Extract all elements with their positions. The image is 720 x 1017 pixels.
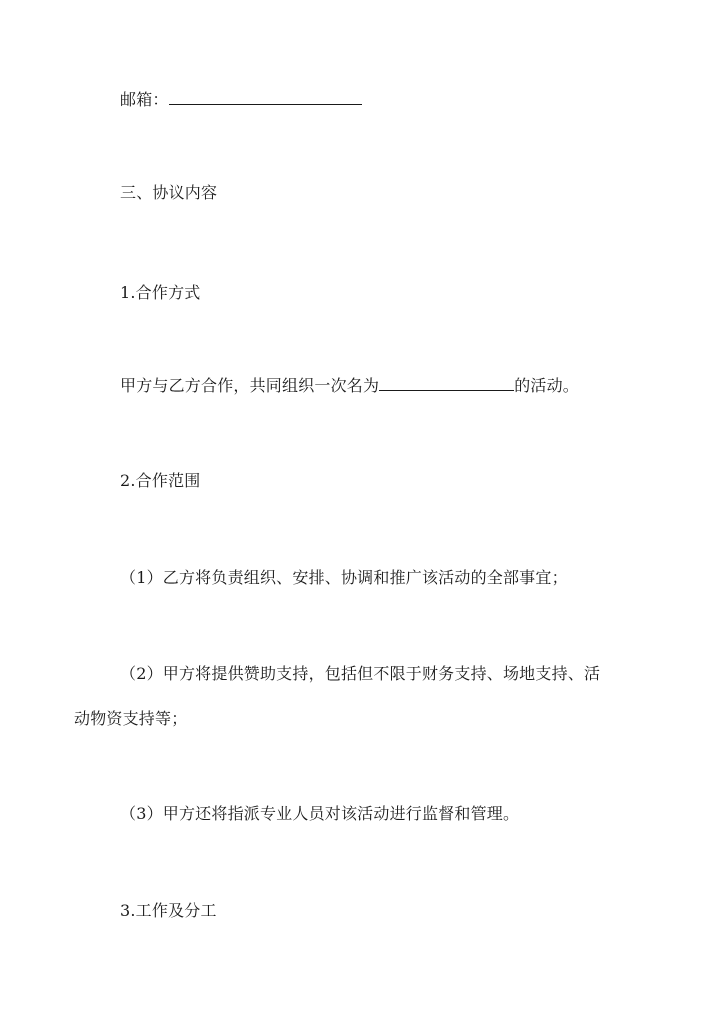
scope-item-3: （3）甲方还将指派专业人员对该活动进行监督和管理。 bbox=[120, 804, 520, 823]
scope-item-1: （1）乙方将负责组织、安排、协调和推广该活动的全部事宜； bbox=[120, 568, 568, 587]
activity-name-blank bbox=[379, 376, 514, 391]
subsection-2-title: 2.合作范围 bbox=[120, 471, 201, 490]
scope-item-2-line-2: 动物资支持等； bbox=[74, 709, 188, 728]
subsection-3-title: 3.工作及分工 bbox=[120, 901, 217, 920]
cooperation-text-before: 甲方与乙方合作，共同组织一次名为 bbox=[120, 376, 380, 395]
cooperation-text-after: 的活动。 bbox=[514, 376, 580, 395]
subsection-1-title: 1.合作方式 bbox=[120, 283, 201, 302]
email-line bbox=[120, 90, 362, 110]
scope-item-2-line-1: （2）甲方将提供赞助支持，包括但不限于财务支持、场地支持、活 bbox=[120, 664, 601, 683]
section-title: 三、协议内容 bbox=[120, 183, 218, 202]
cooperation-method-paragraph bbox=[120, 376, 579, 396]
email-blank bbox=[169, 90, 362, 105]
email-label: 邮箱： bbox=[120, 90, 169, 109]
